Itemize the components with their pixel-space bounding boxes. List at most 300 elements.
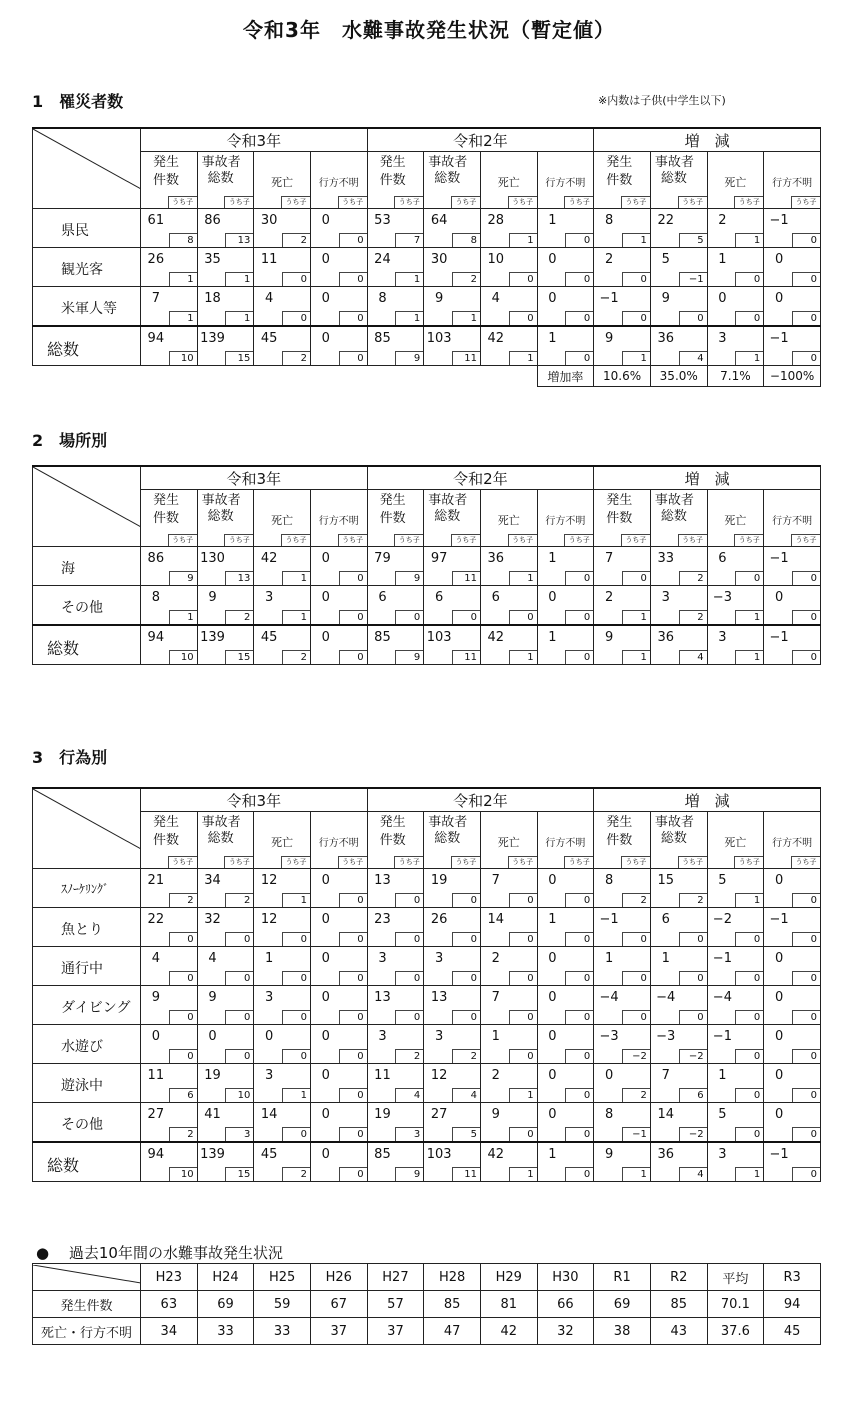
row-label: 米軍人等 <box>61 301 117 317</box>
value-cell <box>310 1025 367 1064</box>
value-cell <box>424 986 481 1025</box>
value-cell <box>537 547 594 586</box>
col-label-kensu: 件数 <box>379 833 406 848</box>
value: 0 <box>548 951 557 966</box>
value-cell <box>310 287 367 327</box>
row-label-cell <box>33 1103 141 1143</box>
value: 0 <box>265 1029 274 1044</box>
value: 7 <box>604 551 614 566</box>
children-value: 0 <box>452 932 480 946</box>
history-value: 69 <box>594 1291 651 1318</box>
children-value: 10 <box>225 1088 253 1102</box>
value-cell <box>197 869 254 908</box>
value: 0 <box>321 1147 330 1162</box>
children-value: 0 <box>282 1010 310 1024</box>
value-cell <box>480 287 537 327</box>
value: 0 <box>321 873 330 888</box>
children-value: 0 <box>735 311 763 325</box>
value: 9 <box>661 291 670 306</box>
value: 0 <box>774 252 784 267</box>
value-cell <box>141 287 198 327</box>
children-value: 0 <box>565 650 593 664</box>
value-cell <box>424 547 481 586</box>
value: 3 <box>265 990 274 1005</box>
col-label-soukei: 総数 <box>660 171 687 186</box>
col-label-shibo: 死亡 <box>271 514 294 527</box>
history-year: R1 <box>594 1264 651 1291</box>
history-value: 45 <box>764 1318 821 1345</box>
children-value: 11 <box>452 650 480 664</box>
children-value: 2 <box>679 571 707 585</box>
history-year: H30 <box>537 1264 594 1291</box>
diagonal-header <box>33 466 141 547</box>
children-value: 6 <box>679 1088 707 1102</box>
value: 1 <box>548 630 557 645</box>
col-label-shibo: 死亡 <box>271 176 294 189</box>
value-cell <box>367 947 424 986</box>
children-value: 2 <box>452 1049 480 1063</box>
value: 8 <box>604 213 614 228</box>
value-cell <box>537 1064 594 1103</box>
value: −3 <box>656 1029 676 1044</box>
history-value: 37 <box>310 1318 367 1345</box>
value: 7 <box>491 873 500 888</box>
uchiko-label: うち子 <box>168 534 197 546</box>
value: 11 <box>147 1068 165 1083</box>
section-table <box>32 127 821 387</box>
value: 42 <box>260 551 278 566</box>
children-value: 0 <box>509 971 537 985</box>
col-label-hassei: 発生 <box>153 493 180 508</box>
value: 13 <box>430 990 448 1005</box>
value: 1 <box>491 1029 500 1044</box>
children-value: 1 <box>395 311 423 325</box>
year-header-r3: 令和3年 <box>141 128 368 152</box>
children-value: 0 <box>169 1010 197 1024</box>
children-value: 0 <box>339 233 367 247</box>
value-cell <box>707 287 764 327</box>
children-value: 0 <box>395 893 423 907</box>
col-label-soukei: 総数 <box>207 509 234 524</box>
children-value: 1 <box>509 233 537 247</box>
children-value: 1 <box>622 610 650 624</box>
children-value: 6 <box>169 1088 197 1102</box>
children-value: 0 <box>509 272 537 286</box>
value-cell <box>367 586 424 626</box>
children-value: 1 <box>395 272 423 286</box>
row-label: 水遊び <box>61 1039 103 1055</box>
value: 14 <box>487 912 505 927</box>
value: 0 <box>774 291 784 306</box>
value-cell <box>537 947 594 986</box>
children-value: 0 <box>565 1127 593 1141</box>
value-cell <box>594 1142 651 1182</box>
value: 0 <box>321 630 330 645</box>
children-value: 15 <box>225 351 253 365</box>
children-value: −1 <box>679 272 707 286</box>
value: 36 <box>657 1147 674 1162</box>
uchiko-label: うち子 <box>451 856 480 868</box>
data-row <box>33 209 821 248</box>
history-year: H23 <box>141 1264 198 1291</box>
value: 139 <box>200 1147 225 1162</box>
value-cell <box>141 547 198 586</box>
value: 3 <box>718 1147 727 1162</box>
col-header-missing <box>537 152 594 209</box>
value: 3 <box>265 1068 274 1083</box>
value: 85 <box>374 630 391 645</box>
rate-value: 35.0% <box>650 366 707 387</box>
value-cell <box>594 986 651 1025</box>
children-value: 1 <box>282 1088 310 1102</box>
children-value: 2 <box>169 893 197 907</box>
value: 0 <box>774 1068 784 1083</box>
value-cell <box>141 209 198 248</box>
value-cell <box>480 248 537 287</box>
children-value: 2 <box>679 610 707 624</box>
children-value: 0 <box>792 272 820 286</box>
value-cell <box>197 287 254 327</box>
rate-row <box>33 366 821 387</box>
value-cell <box>141 908 198 947</box>
value: 41 <box>204 1107 221 1122</box>
value: 14 <box>657 1107 674 1122</box>
value: −1 <box>769 630 789 645</box>
children-value: 1 <box>282 893 310 907</box>
value-cell <box>650 908 707 947</box>
col-label-hassei: 発生 <box>379 815 406 830</box>
children-value: −2 <box>679 1049 707 1063</box>
uchiko-label: うち子 <box>621 534 650 546</box>
value-cell <box>650 1064 707 1103</box>
value-cell <box>141 1103 198 1143</box>
children-value: 0 <box>565 932 593 946</box>
children-value: 8 <box>169 233 197 247</box>
uchiko-label: うち子 <box>394 196 423 208</box>
row-label-cell <box>33 1142 141 1182</box>
year-header-r2: 令和2年 <box>367 128 594 152</box>
uchiko-label: うち子 <box>791 534 820 546</box>
children-value: 1 <box>735 351 763 365</box>
children-value: 5 <box>679 233 707 247</box>
value: 0 <box>208 1029 217 1044</box>
year-header-r3: 令和3年 <box>141 788 368 812</box>
history-value: 81 <box>480 1291 537 1318</box>
value-cell <box>141 248 198 287</box>
children-value: 1 <box>452 311 480 325</box>
value: 18 <box>204 291 221 306</box>
value-cell <box>254 326 311 366</box>
col-header-cases <box>594 152 651 209</box>
value-cell <box>764 1142 821 1182</box>
value: 0 <box>548 252 557 267</box>
children-value: 4 <box>679 650 707 664</box>
data-row <box>33 586 821 626</box>
value-cell <box>197 248 254 287</box>
value-cell <box>197 1103 254 1143</box>
value-cell <box>594 287 651 327</box>
value-cell <box>480 1142 537 1182</box>
history-year: H28 <box>424 1264 481 1291</box>
value-cell <box>367 1025 424 1064</box>
children-value: 0 <box>339 1167 367 1181</box>
history-year: H27 <box>367 1264 424 1291</box>
value: 2 <box>718 213 727 228</box>
value: 139 <box>200 331 225 346</box>
value: 19 <box>204 1068 221 1083</box>
children-value: 4 <box>679 1167 707 1181</box>
data-row <box>33 287 821 327</box>
value: 0 <box>321 912 330 927</box>
year-header-r3: 令和3年 <box>141 466 368 490</box>
uchiko-label: うち子 <box>224 534 253 546</box>
col-label-kensu: 件数 <box>379 511 406 526</box>
value: −1 <box>769 1147 789 1162</box>
children-value: 0 <box>622 971 650 985</box>
value-cell <box>254 625 311 665</box>
value: 6 <box>491 590 500 605</box>
uchiko-label: うち子 <box>791 196 820 208</box>
children-value: 0 <box>339 1010 367 1024</box>
children-value: 0 <box>339 893 367 907</box>
children-value: 0 <box>565 893 593 907</box>
value: 0 <box>774 590 784 605</box>
value: 3 <box>378 1029 387 1044</box>
value-cell <box>537 1103 594 1143</box>
col-header-cases <box>594 490 651 547</box>
value-cell <box>197 986 254 1025</box>
col-label-kensu: 件数 <box>153 173 180 188</box>
children-value: 0 <box>395 932 423 946</box>
value: 85 <box>374 1147 391 1162</box>
history-value: 85 <box>650 1291 707 1318</box>
col-label-soukei: 総数 <box>207 831 234 846</box>
value-cell <box>764 1103 821 1143</box>
children-value: 0 <box>735 1010 763 1024</box>
value-cell <box>310 908 367 947</box>
value-cell <box>141 1142 198 1182</box>
row-label: 海 <box>61 561 75 577</box>
children-value: 4 <box>679 351 707 365</box>
col-label-fumei: 行方不明 <box>318 838 359 849</box>
children-value: 0 <box>735 272 763 286</box>
children-value: 1 <box>169 610 197 624</box>
year-header-r2: 令和2年 <box>367 466 594 490</box>
history-title: ● 過去10年間の水難事故発生状況 <box>36 1244 283 1262</box>
value: −1 <box>769 912 789 927</box>
value-cell <box>197 586 254 626</box>
data-row <box>33 1064 821 1103</box>
value: 30 <box>260 213 278 228</box>
value: −1 <box>712 951 732 966</box>
uchiko-label: うち子 <box>281 856 310 868</box>
children-value: 0 <box>339 1049 367 1063</box>
value: −1 <box>769 551 789 566</box>
col-header-death <box>480 152 537 209</box>
value-cell <box>141 326 198 366</box>
value-cell <box>310 586 367 626</box>
value: 0 <box>548 291 557 306</box>
value-cell <box>650 586 707 626</box>
children-value: 0 <box>792 233 820 247</box>
value-cell <box>537 869 594 908</box>
value-cell <box>764 986 821 1025</box>
value-cell <box>650 287 707 327</box>
row-label: 通行中 <box>61 961 103 977</box>
value-cell <box>367 908 424 947</box>
value-cell <box>141 986 198 1025</box>
value-cell <box>254 947 311 986</box>
col-label-jikosha: 事故者 <box>201 155 241 170</box>
col-header-victims <box>424 152 481 209</box>
children-value: 15 <box>225 1167 253 1181</box>
value: 8 <box>604 873 614 888</box>
col-header-cases <box>367 152 424 209</box>
uchiko-label: うち子 <box>621 856 650 868</box>
value: 11 <box>260 252 278 267</box>
value: 3 <box>718 331 727 346</box>
children-value: 9 <box>395 1167 423 1181</box>
value-cell <box>424 1103 481 1143</box>
value-cell <box>764 947 821 986</box>
col-label-soukei: 総数 <box>660 831 687 846</box>
col-label-fumei: 行方不明 <box>772 516 813 527</box>
children-value: 0 <box>395 971 423 985</box>
children-value: 0 <box>735 932 763 946</box>
children-value: 0 <box>339 311 367 325</box>
value: 1 <box>661 951 670 966</box>
value-cell <box>594 248 651 287</box>
value: 21 <box>147 873 165 888</box>
value-cell <box>480 209 537 248</box>
value-cell <box>650 326 707 366</box>
uchiko-label: うち子 <box>168 196 197 208</box>
children-value: 11 <box>452 351 480 365</box>
history-value: 70.1 <box>707 1291 764 1318</box>
children-value: 1 <box>735 893 763 907</box>
value-cell <box>197 947 254 986</box>
value-cell <box>650 625 707 665</box>
diagonal-header <box>33 788 141 869</box>
children-value: 0 <box>792 311 820 325</box>
value: 33 <box>657 551 674 566</box>
value-cell <box>254 986 311 1025</box>
children-value: 0 <box>225 971 253 985</box>
col-header-missing <box>310 152 367 209</box>
children-value: 7 <box>395 233 423 247</box>
children-value: 2 <box>282 233 310 247</box>
col-header-missing <box>764 812 821 869</box>
children-value: 0 <box>565 311 593 325</box>
children-value: 1 <box>735 610 763 624</box>
value: 0 <box>548 1107 557 1122</box>
history-value: 47 <box>424 1318 481 1345</box>
children-value: 2 <box>282 1167 310 1181</box>
value-cell <box>764 287 821 327</box>
value-cell <box>197 547 254 586</box>
value: 35 <box>204 252 221 267</box>
children-value: 1 <box>169 311 197 325</box>
value-cell <box>650 248 707 287</box>
history-value: 69 <box>197 1291 254 1318</box>
history-table <box>32 1263 821 1345</box>
value: 42 <box>487 630 505 645</box>
value: 2 <box>491 1068 500 1083</box>
children-value: 0 <box>225 1010 253 1024</box>
value: 94 <box>147 1147 165 1162</box>
history-value: 66 <box>537 1291 594 1318</box>
children-value: 0 <box>735 1049 763 1063</box>
value: 9 <box>491 1107 500 1122</box>
value: 42 <box>487 1147 505 1162</box>
value-cell <box>367 869 424 908</box>
children-value: 0 <box>792 1088 820 1102</box>
value-cell <box>480 1064 537 1103</box>
history-value: 63 <box>141 1291 198 1318</box>
uchiko-label: うち子 <box>564 196 593 208</box>
row-label-cell <box>33 986 141 1025</box>
value: 36 <box>657 630 674 645</box>
history-year: 平均 <box>707 1264 764 1291</box>
uchiko-label: うち子 <box>508 196 537 208</box>
col-header-victims <box>650 812 707 869</box>
value: 0 <box>321 590 330 605</box>
value: 1 <box>548 551 557 566</box>
children-value: 13 <box>225 233 253 247</box>
col-header-death <box>254 152 311 209</box>
col-header-death <box>254 490 311 547</box>
value: 0 <box>321 551 330 566</box>
col-label-kensu: 件数 <box>153 511 180 526</box>
value-cell <box>707 625 764 665</box>
value-cell <box>254 209 311 248</box>
value: −1 <box>599 912 619 927</box>
value: 26 <box>430 912 448 927</box>
value: 6 <box>718 551 727 566</box>
row-label-cell <box>33 1064 141 1103</box>
value-cell <box>764 326 821 366</box>
value-cell <box>197 1064 254 1103</box>
value-cell <box>707 1142 764 1182</box>
uchiko-label: うち子 <box>791 856 820 868</box>
children-value: −2 <box>679 1127 707 1141</box>
history-value: 42 <box>480 1318 537 1345</box>
children-value: 0 <box>565 971 593 985</box>
uchiko-label: うち子 <box>734 856 763 868</box>
history-diagonal <box>33 1264 141 1291</box>
value-cell <box>594 586 651 626</box>
total-row <box>33 625 821 665</box>
value: 2 <box>491 951 500 966</box>
data-row <box>33 947 821 986</box>
col-header-victims <box>197 812 254 869</box>
children-value: 11 <box>452 571 480 585</box>
value: 8 <box>378 291 387 306</box>
value: 12 <box>260 873 278 888</box>
value: 0 <box>774 990 784 1005</box>
value-cell <box>310 248 367 287</box>
value: 0 <box>321 1107 330 1122</box>
value: 6 <box>434 590 444 605</box>
value-cell <box>650 1025 707 1064</box>
col-header-victims <box>650 152 707 209</box>
row-label-cell <box>33 209 141 248</box>
col-header-victims <box>424 490 481 547</box>
history-value: 85 <box>424 1291 481 1318</box>
col-label-jikosha: 事故者 <box>654 493 694 508</box>
value: 24 <box>374 252 391 267</box>
col-header-cases <box>367 490 424 547</box>
